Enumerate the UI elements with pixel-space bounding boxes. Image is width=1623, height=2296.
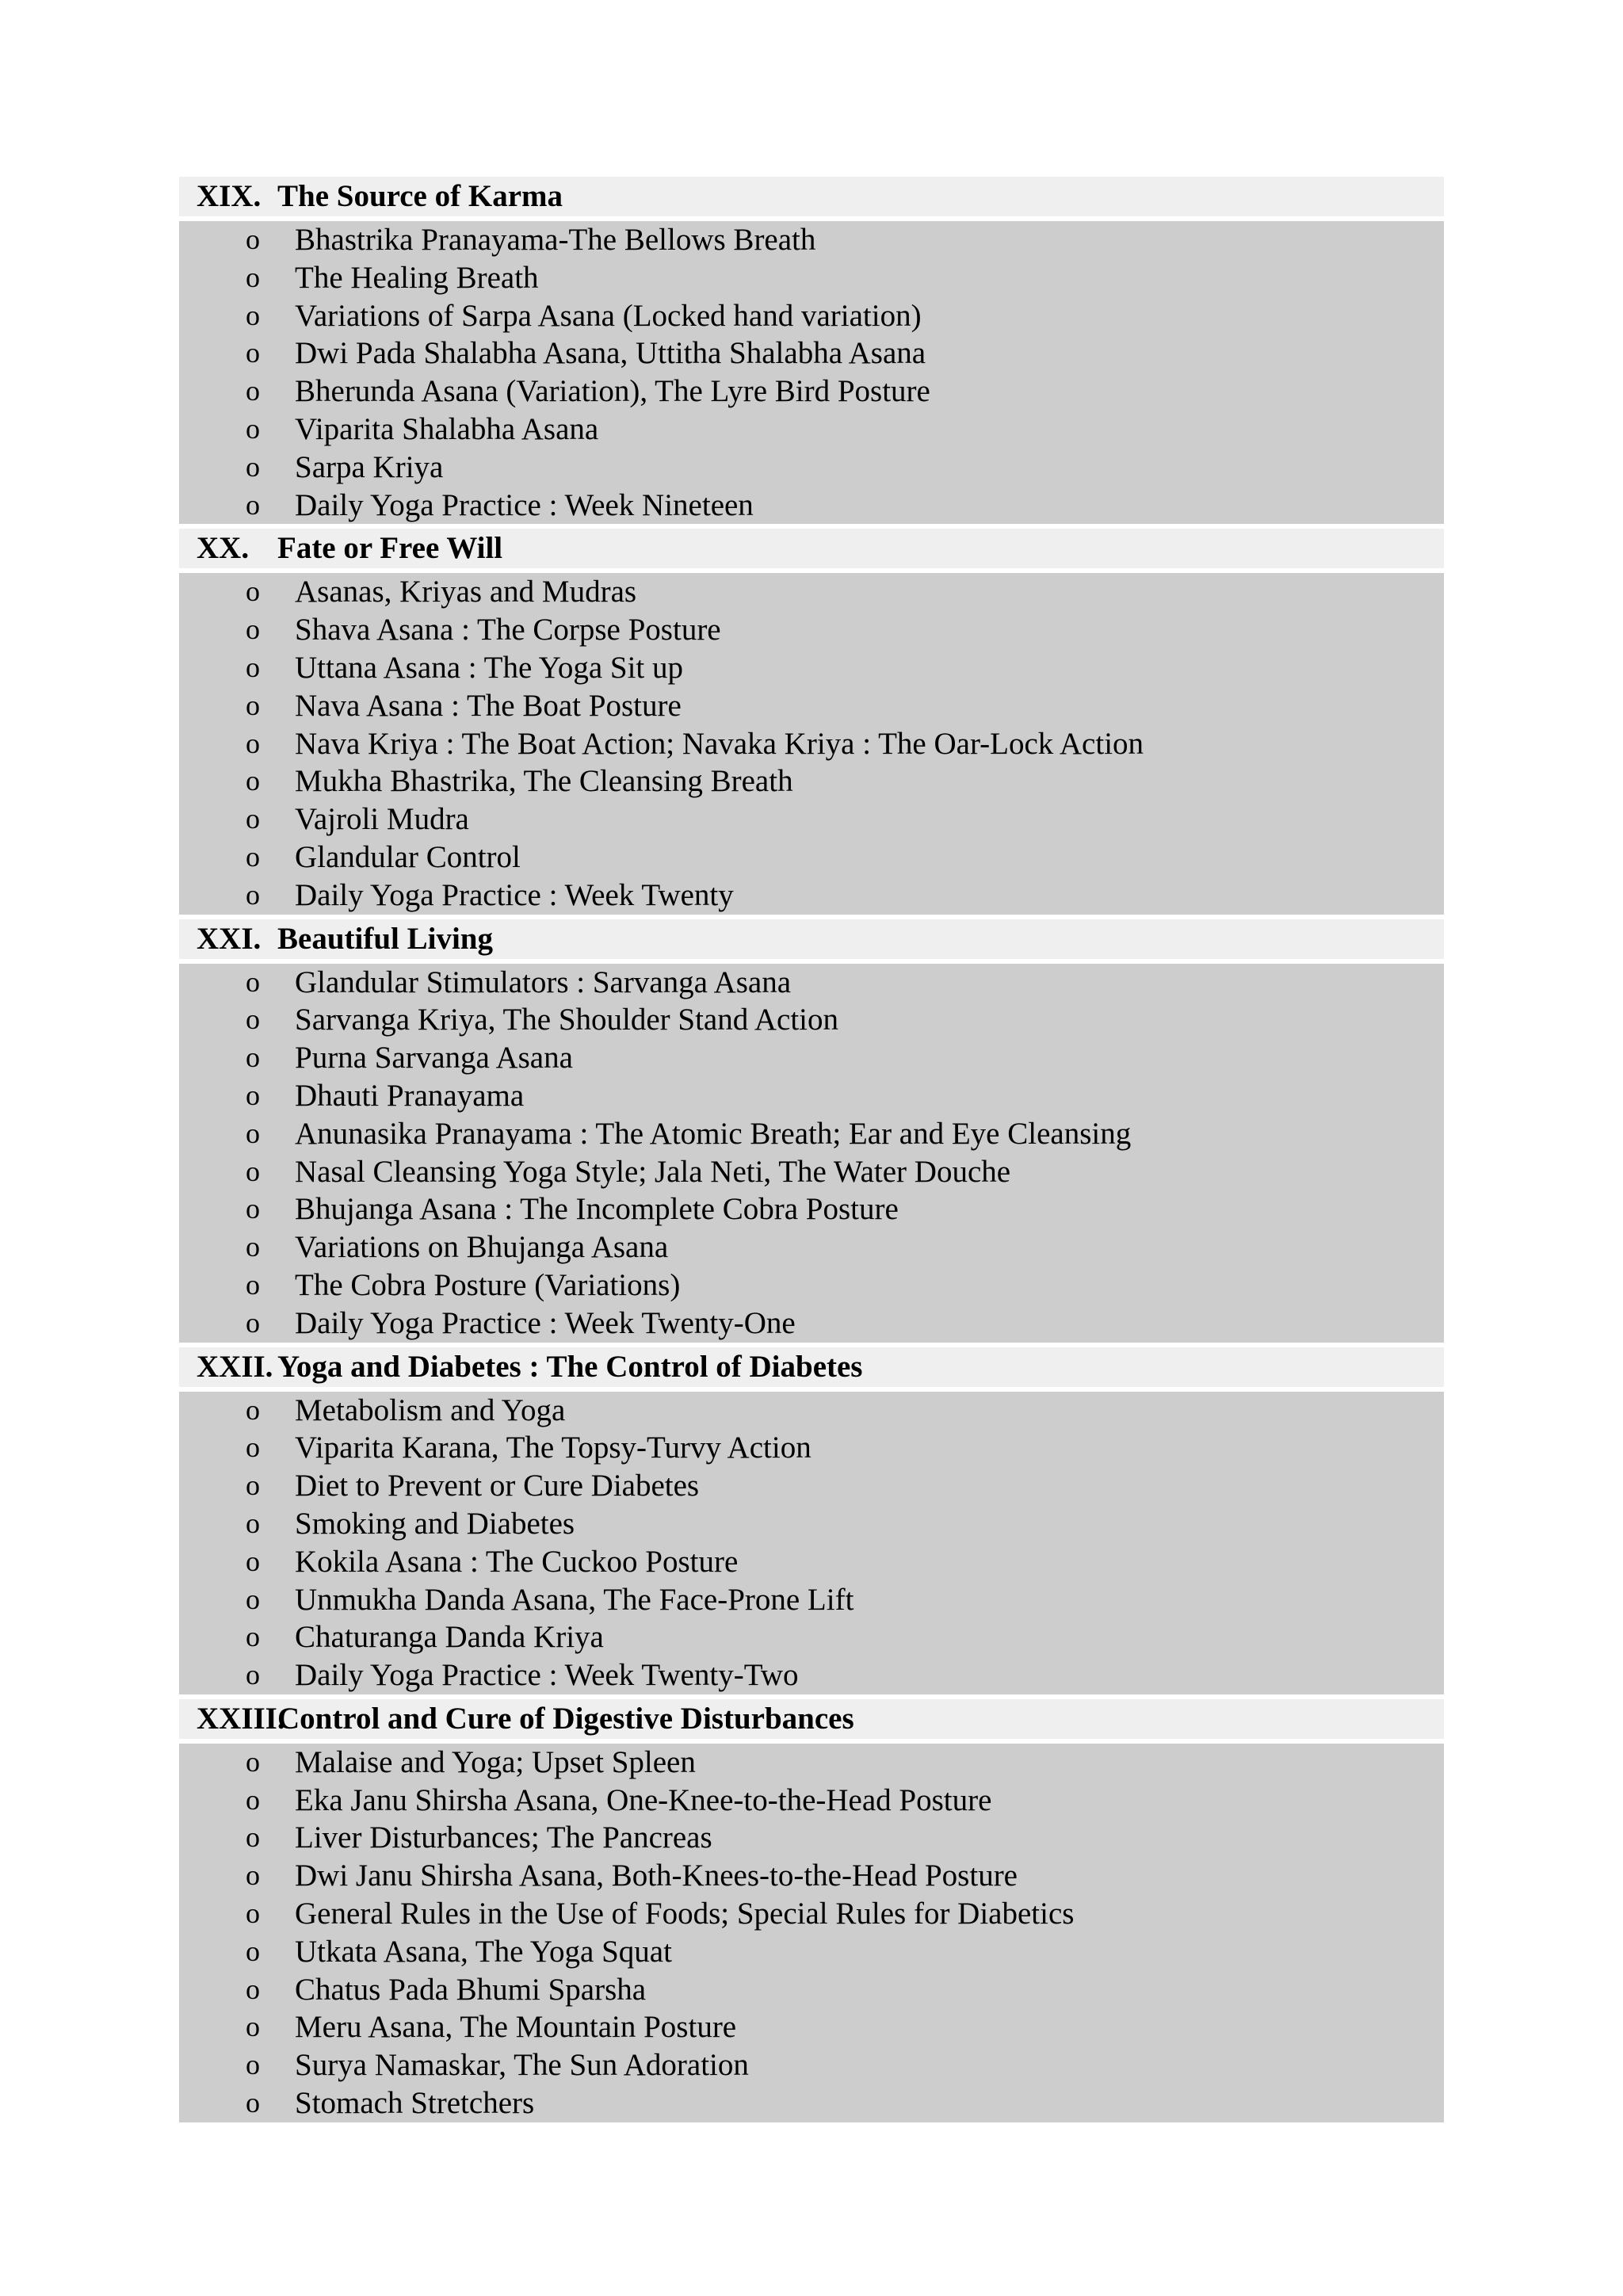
list-item-text: Meru Asana, The Mountain Posture bbox=[295, 2010, 737, 2045]
bullet-icon: o bbox=[246, 1079, 260, 1111]
chapter-title: Yoga and Diabetes : The Control of Diabetes bbox=[277, 1349, 863, 1384]
list-item-text: Kokila Asana : The Cuckoo Posture bbox=[295, 1544, 739, 1579]
list-item bbox=[179, 1001, 1444, 1039]
list-item-text: Diet to Prevent or Cure Diabetes bbox=[295, 1469, 700, 1503]
list-item bbox=[179, 1857, 1444, 1895]
bullet-icon: o bbox=[246, 840, 260, 873]
list-item-text: Bhujanga Asana : The Incomplete Cobra Posture bbox=[295, 1192, 899, 1227]
list-item-text: Shava Asana : The Corpse Posture bbox=[295, 613, 721, 648]
chapter-number: XXIII. bbox=[197, 1701, 285, 1736]
list-item-text: Nava Kriya : The Boat Action; Navaka Kriya : The Oar-Lock Action bbox=[295, 726, 1144, 761]
list-item bbox=[179, 1581, 1444, 1619]
list-item-text: Daily Yoga Practice : Week Nineteen bbox=[295, 487, 754, 522]
list-item bbox=[179, 1656, 1444, 1694]
list-item bbox=[179, 1392, 1444, 1430]
list-item-text: Purna Sarvanga Asana bbox=[295, 1041, 573, 1075]
bullet-icon: o bbox=[246, 1041, 260, 1074]
list-item bbox=[179, 221, 1444, 259]
chapter-number: XIX. bbox=[197, 179, 262, 213]
list-item-text: Sarvanga Kriya, The Shoulder Stand Action bbox=[295, 1003, 838, 1037]
bullet-icon: o bbox=[246, 613, 260, 646]
list-item-text: Daily Yoga Practice : Week Twenty-One bbox=[295, 1305, 796, 1340]
chapter-items bbox=[179, 964, 1444, 1343]
bullet-icon: o bbox=[246, 2049, 260, 2081]
list-item bbox=[179, 1782, 1444, 1820]
bullet-icon: o bbox=[246, 1583, 260, 1615]
list-item bbox=[179, 2008, 1444, 2046]
chapter-items bbox=[179, 573, 1444, 914]
list-item bbox=[179, 964, 1444, 1002]
list-item-text: Nasal Cleansing Yoga Style; Jala Neti, The Water Douche bbox=[295, 1154, 1011, 1189]
bullet-icon: o bbox=[246, 337, 260, 369]
list-item-text: Mukha Bhastrika, The Cleansing Breath bbox=[295, 764, 793, 799]
list-item bbox=[179, 487, 1444, 525]
chapter-section bbox=[179, 1699, 1444, 2122]
list-item-text: Bhastrika Pranayama-The Bellows Breath bbox=[295, 223, 816, 257]
bullet-icon: o bbox=[246, 223, 260, 255]
list-item bbox=[179, 449, 1444, 487]
bullet-icon: o bbox=[246, 1935, 260, 1967]
list-item bbox=[179, 1190, 1444, 1228]
list-item bbox=[179, 2084, 1444, 2122]
list-item bbox=[179, 611, 1444, 649]
list-item-text: Smoking and Diabetes bbox=[295, 1506, 575, 1541]
list-item bbox=[179, 1115, 1444, 1153]
list-item-text: Asanas, Kriyas and Mudras bbox=[295, 575, 637, 609]
bullet-icon: o bbox=[246, 1897, 260, 1930]
bullet-icon: o bbox=[246, 1155, 260, 1187]
bullet-icon: o bbox=[246, 1193, 260, 1225]
bullet-icon: o bbox=[246, 765, 260, 797]
bullet-icon: o bbox=[246, 727, 260, 759]
list-item-text: Variations of Sarpa Asana (Locked hand variation) bbox=[295, 298, 922, 333]
list-item bbox=[179, 573, 1444, 611]
bullet-icon: o bbox=[246, 1545, 260, 1577]
list-item-text: Sarpa Kriya bbox=[295, 449, 444, 484]
bullet-icon: o bbox=[246, 1231, 260, 1263]
bullet-icon: o bbox=[246, 1306, 260, 1339]
bullet-icon: o bbox=[246, 1469, 260, 1502]
list-item-text: Bherunda Asana (Variation), The Lyre Bird Posture bbox=[295, 374, 930, 409]
list-item bbox=[179, 725, 1444, 763]
list-item-text: Nava Asana : The Boat Posture bbox=[295, 688, 682, 723]
chapter-header bbox=[179, 1699, 1444, 1739]
chapter-section bbox=[179, 919, 1444, 1343]
list-item-text: Anunasika Pranayama : The Atomic Breath; Ear and Eye Cleansing bbox=[295, 1116, 1132, 1151]
bullet-icon: o bbox=[246, 1003, 260, 1036]
bullet-icon: o bbox=[246, 375, 260, 407]
bullet-icon: o bbox=[246, 1659, 260, 1691]
list-item bbox=[179, 1305, 1444, 1343]
list-item bbox=[179, 297, 1444, 335]
bullet-icon: o bbox=[246, 1431, 260, 1464]
list-item-text: Dwi Pada Shalabha Asana, Uttitha Shalabha Asana bbox=[295, 336, 926, 371]
chapter-title: Beautiful Living bbox=[277, 921, 493, 956]
list-item-text: Metabolism and Yoga bbox=[295, 1392, 566, 1427]
list-item bbox=[179, 839, 1444, 877]
list-item-text: Daily Yoga Practice : Week Twenty-Two bbox=[295, 1658, 799, 1693]
list-item-text: Eka Janu Shirsha Asana, One-Knee-to-the-Head Posture bbox=[295, 1782, 992, 1817]
list-item bbox=[179, 1543, 1444, 1581]
bullet-icon: o bbox=[246, 1973, 260, 2005]
list-item-text: The Cobra Posture (Variations) bbox=[295, 1267, 681, 1302]
list-item-text: Dwi Janu Shirsha Asana, Both-Knees-to-the-Head Posture bbox=[295, 1859, 1018, 1893]
list-item-text: Stomach Stretchers bbox=[295, 2086, 535, 2121]
list-item bbox=[179, 1933, 1444, 1971]
list-item bbox=[179, 877, 1444, 915]
chapter-header bbox=[179, 529, 1444, 568]
list-item bbox=[179, 1039, 1444, 1077]
list-item bbox=[179, 1505, 1444, 1543]
list-item bbox=[179, 1266, 1444, 1305]
bullet-icon: o bbox=[246, 261, 260, 293]
bullet-icon: o bbox=[246, 575, 260, 608]
chapter-section bbox=[179, 1347, 1444, 1694]
bullet-icon: o bbox=[246, 1821, 260, 1854]
list-item bbox=[179, 1819, 1444, 1857]
list-item-text: Dhauti Pranayama bbox=[295, 1078, 525, 1113]
bullet-icon: o bbox=[246, 1507, 260, 1539]
list-item bbox=[179, 334, 1444, 372]
list-item-text: Glandular Control bbox=[295, 839, 521, 874]
bullet-icon: o bbox=[246, 803, 260, 835]
list-item-text: Liver Disturbances; The Pancreas bbox=[295, 1820, 712, 1855]
list-item-text: General Rules in the Use of Foods; Special Rules for Diabetics bbox=[295, 1897, 1075, 1931]
list-item-text: Uttana Asana : The Yoga Sit up bbox=[295, 650, 684, 685]
chapter-number: XX. bbox=[197, 531, 250, 566]
list-item-text: Chaturanga Danda Kriya bbox=[295, 1620, 604, 1655]
bullet-icon: o bbox=[246, 1783, 260, 1816]
list-item bbox=[179, 1618, 1444, 1656]
list-item-text: Chatus Pada Bhumi Sparsha bbox=[295, 1972, 647, 2007]
list-item bbox=[179, 1429, 1444, 1467]
bullet-icon: o bbox=[246, 2087, 260, 2119]
chapter-title: The Source of Karma bbox=[277, 179, 563, 213]
bullet-icon: o bbox=[246, 878, 260, 911]
list-item-text: The Healing Breath bbox=[295, 260, 539, 295]
bullet-icon: o bbox=[246, 1117, 260, 1149]
chapter-section bbox=[179, 529, 1444, 914]
bullet-icon: o bbox=[246, 1393, 260, 1426]
bullet-icon: o bbox=[246, 651, 260, 683]
bullet-icon: o bbox=[246, 299, 260, 331]
list-item-text: Viparita Shalabha Asana bbox=[295, 411, 599, 446]
chapter-items bbox=[179, 1392, 1444, 1694]
list-item bbox=[179, 1077, 1444, 1115]
list-item bbox=[179, 1744, 1444, 1782]
list-item bbox=[179, 411, 1444, 449]
list-item-text: Variations on Bhujanga Asana bbox=[295, 1230, 669, 1265]
list-item-text: Utkata Asana, The Yoga Squat bbox=[295, 1934, 672, 1969]
list-item bbox=[179, 1895, 1444, 1933]
table-of-contents bbox=[179, 177, 1444, 2127]
list-item bbox=[179, 372, 1444, 411]
list-item bbox=[179, 1971, 1444, 2009]
list-item-text: Surya Namaskar, The Sun Adoration bbox=[295, 2048, 749, 2083]
bullet-icon: o bbox=[246, 2011, 260, 2043]
chapter-title: Fate or Free Will bbox=[277, 531, 503, 566]
chapter-items bbox=[179, 221, 1444, 524]
bullet-icon: o bbox=[246, 412, 260, 445]
list-item-text: Vajroli Mudra bbox=[295, 802, 469, 837]
list-item bbox=[179, 687, 1444, 725]
chapter-items bbox=[179, 1744, 1444, 2122]
chapter-header bbox=[179, 1347, 1444, 1387]
bullet-icon: o bbox=[246, 450, 260, 483]
bullet-icon: o bbox=[246, 689, 260, 721]
list-item bbox=[179, 259, 1444, 297]
chapter-header bbox=[179, 919, 1444, 959]
list-item-text: Daily Yoga Practice : Week Twenty bbox=[295, 877, 734, 912]
bullet-icon: o bbox=[246, 1621, 260, 1653]
list-item bbox=[179, 1467, 1444, 1505]
chapter-title: Control and Cure of Digestive Disturbances bbox=[277, 1701, 854, 1736]
bullet-icon: o bbox=[246, 965, 260, 998]
list-item bbox=[179, 800, 1444, 839]
list-item-text: Glandular Stimulators : Sarvanga Asana bbox=[295, 965, 792, 999]
list-item bbox=[179, 649, 1444, 687]
list-item bbox=[179, 2046, 1444, 2084]
chapter-header bbox=[179, 177, 1444, 216]
list-item-text: Malaise and Yoga; Upset Spleen bbox=[295, 1744, 696, 1779]
bullet-icon: o bbox=[246, 1745, 260, 1778]
bullet-icon: o bbox=[246, 1268, 260, 1301]
chapter-number: XXII. bbox=[197, 1349, 273, 1384]
list-item bbox=[179, 1228, 1444, 1266]
bullet-icon: o bbox=[246, 1859, 260, 1892]
bullet-icon: o bbox=[246, 488, 260, 521]
chapter-number: XXI. bbox=[197, 921, 262, 956]
list-item-text: Viparita Karana, The Topsy-Turvy Action bbox=[295, 1431, 812, 1465]
list-item bbox=[179, 762, 1444, 800]
list-item bbox=[179, 1153, 1444, 1191]
chapter-section bbox=[179, 177, 1444, 524]
list-item-text: Unmukha Danda Asana, The Face-Prone Lift bbox=[295, 1582, 854, 1617]
